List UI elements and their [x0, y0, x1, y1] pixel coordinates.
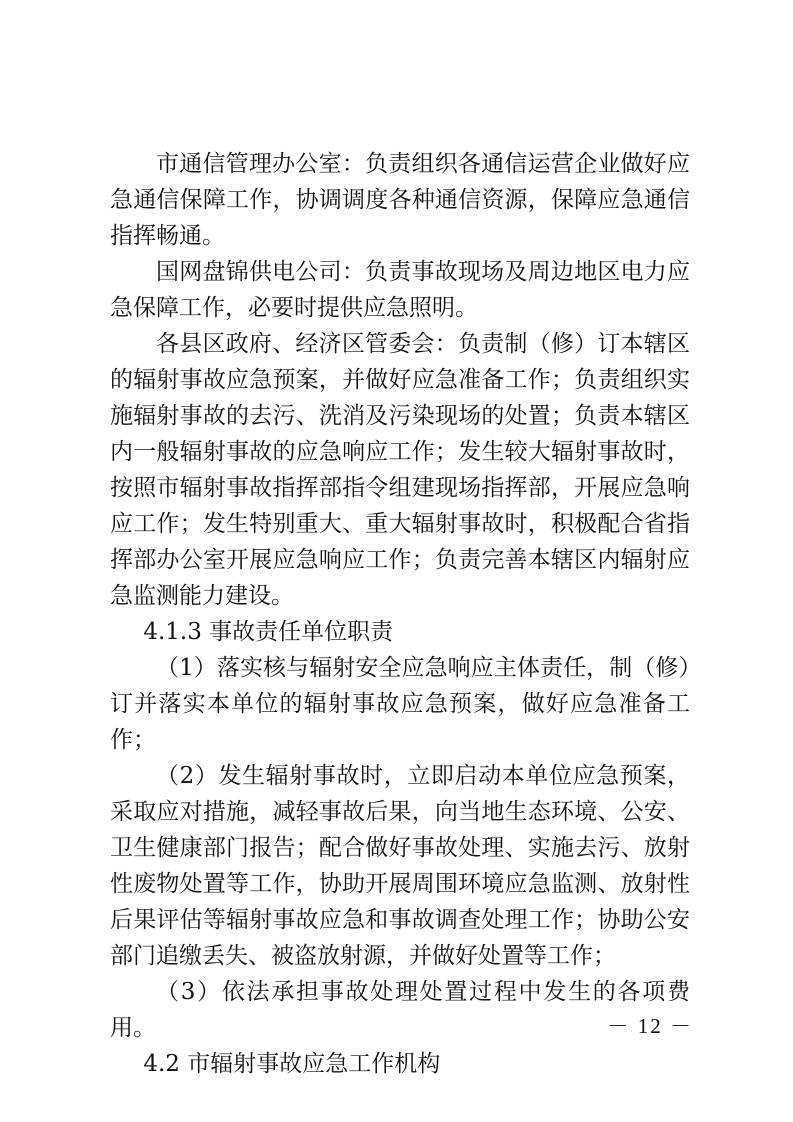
- list-item-2: （2）发生辐射事故时，立即启动本单位应急预案，采取应对措施，减轻事故后果，向当地生态环境、公安、卫生健康部门报告；配合做好事故处理、实施去污、放射性废物处置等工作，协助开展周围环境应急监测、放射性后果评估等辐射事故应急和事故调查处理工作；协助公安部门追缴丢失、被盗放射源，并做好处置等工作；: [110, 763, 690, 969]
- document-body: [110, 146, 690, 1082]
- paragraph-power-supply: 国网盘锦供电公司：负责事故现场及周边地区电力应急保障工作，必要时提供应急照明。: [110, 259, 690, 321]
- list-item-3: （3）依法承担事故处理处置过程中发生的各项费用。: [110, 979, 690, 1041]
- section-heading-4-2: 4.2 市辐射事故应急工作机构: [143, 1051, 441, 1077]
- list-item-1: （1）落实核与辐射安全应急响应主体责任，制（修）订并落实本单位的辐射事故应急预案，做好应急准备工作；: [110, 655, 690, 753]
- page-number: － 12 －: [607, 1014, 693, 1038]
- section-heading-4-1-3: 4.1.3 事故责任单位职责: [143, 619, 394, 645]
- paragraph-county-governments: 各县区政府、经济区管委会：负责制（修）订本辖区的辐射事故应急预案，并做好应急准备工作；负责组织实施辐射事故的去污、洗消及污染现场的处置；负责本辖区内一般辐射事故的应急响应工作；发生较大辐射事故时，按照市辐射事故指挥部指令组建现场指挥部，开展应急响应工作；发生特别重大、重大辐射事故时，积极配合省指挥部办公室开展应急响应工作；负责完善本辖区内辐射应急监测能力建设。: [110, 331, 690, 609]
- paragraph-telecom-office: 市通信管理办公室：负责组织各通信运营企业做好应急通信保障工作，协调调度各种通信资源，保障应急通信指挥畅通。: [110, 151, 690, 249]
